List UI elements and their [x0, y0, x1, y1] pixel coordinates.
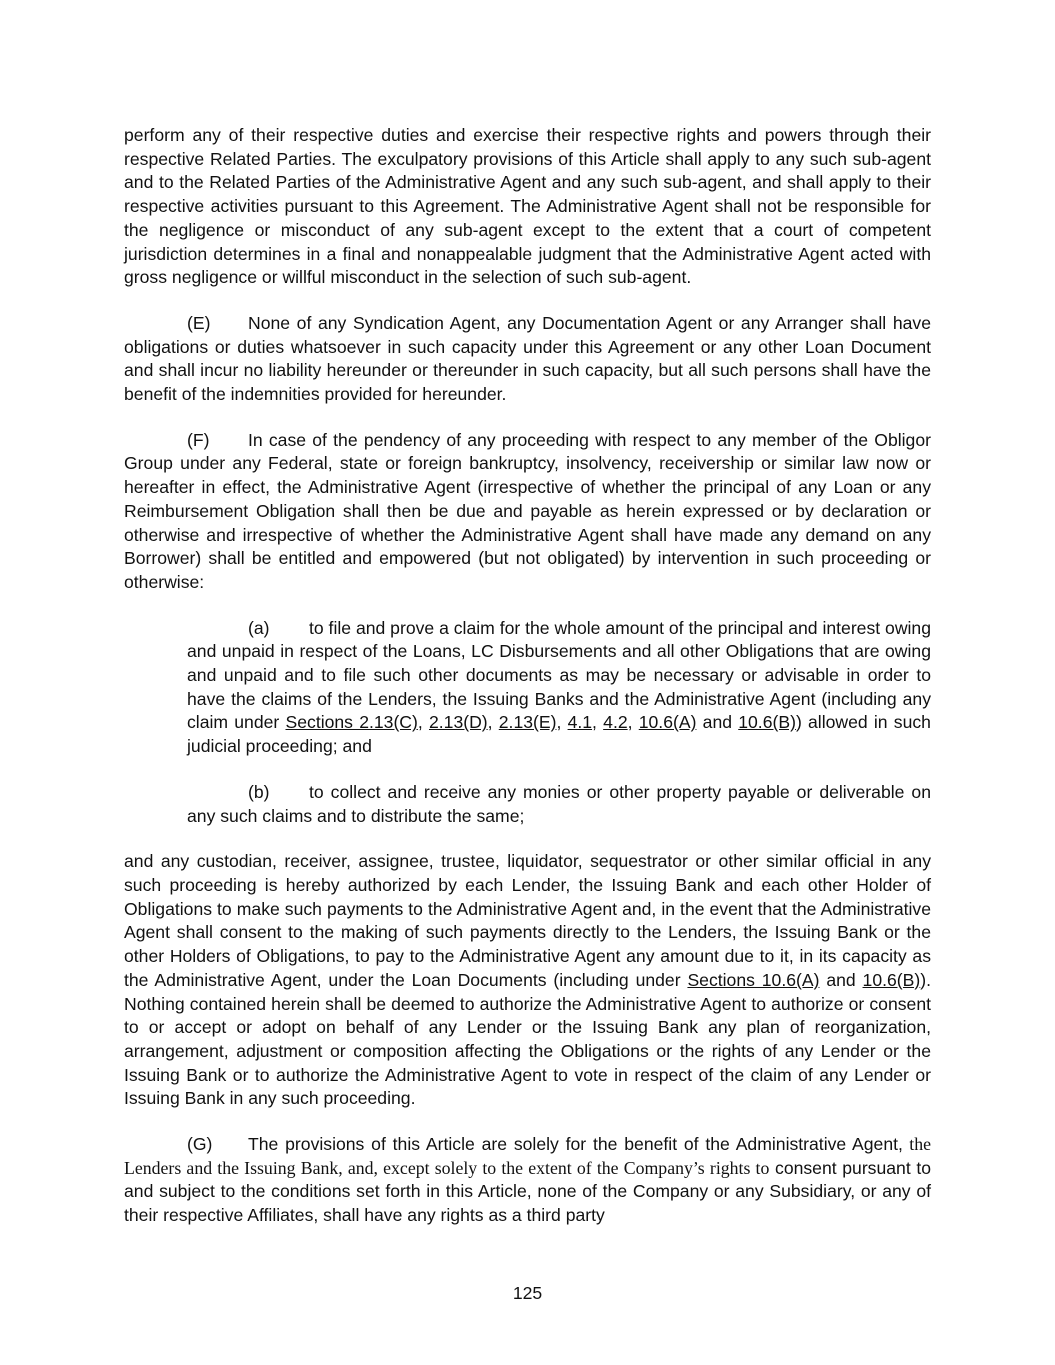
clause-a-label: (a)	[248, 617, 270, 638]
section-f-text: In case of the pendency of any proceeding with respect to any member of the Obligor Group under any Federal, state or foreign bankruptcy, insolvency, receivership or similar law now or hereafter in effect, the Administrative Agent (irrespective of whether the principal of any Loan or any Reimbursement Obligation shall then be due and payable as herein expressed or by declaration or otherwise and irrespective of whether the Administrative Agent shall have made any demand on any Borrower) shall be entitled and empowered (but not obligated) by intervention in such proceeding or otherwise:	[124, 429, 931, 592]
section-ref-4-2: 4.2	[603, 712, 628, 733]
separator: ,	[487, 712, 499, 733]
section-ref-2-13-e: 2.13(E)	[498, 712, 557, 733]
separator: ,	[627, 712, 639, 733]
section-ref-10-6-a: Sections 10.6(A)	[687, 969, 820, 990]
clause-b-paragraph	[187, 781, 931, 828]
section-e-text: None of any Syndication Agent, any Documentation Agent or any Arranger shall have obligations or duties whatsoever in such capacity under this Agreement or any other Loan Document and shall incur no liability hereunder or thereunder in such capacity, but all such persons shall have the benefit of the indemnities provided for hereunder.	[124, 312, 931, 405]
closing-text-end: ). Nothing contained herein shall be deemed to authorize the Administrative Agent to authorize or consent to or accept or adopt on behalf of any Lender or the Issuing Bank any plan of reorganization, arrangement, adjustment or composition affecting the Obligations or the rights of any Lender or the Issuing Bank or to authorize the Administrative Agent to vote in respect of the claim of any Lender or Issuing Bank in any such proceeding.	[124, 969, 931, 1109]
clause-a-paragraph	[187, 617, 931, 759]
section-f-paragraph	[124, 429, 931, 595]
clause-b-text: to collect and receive any monies or other property payable or deliverable on any such claims and to distribute the same;	[187, 781, 931, 826]
clause-a-text: to file and prove a claim for the whole amount of the principal and interest owing and unpaid in respect of the Loans, LC Disbursements and all other Obligations that are owing and unpaid and to file such other documents as may be necessary or advisable in order to have the claims of the Lenders, the Issuing Banks and the Administrative Agent (including any claim under	[187, 617, 932, 733]
intro-paragraph: perform any of their respective duties and exercise their respective rights and powers through their respective Related Parties. The exculpatory provisions of this Article shall apply to any such sub-agent and to the Related Parties of the Administrative Agent and any such sub-agent, and shall apply to their respective activities pursuant to this Agreement. The Administrative Agent shall not be responsible for the negligence or misconduct of any sub-agent except to the extent that a court of competent jurisdiction determines in a final and nonappealable judgment that the Administrative Agent acted with gross negligence or willful misconduct in the selection of such sub-agent.	[124, 125, 931, 288]
section-ref-2-13-d: 2.13(D)	[428, 712, 488, 733]
section-g-paragraph	[124, 1133, 931, 1228]
clause-b-label: (b)	[248, 781, 270, 802]
section-ref-10-6-b: 10.6(B)	[862, 969, 921, 990]
section-ref-10-6-b: 10.6(B)	[738, 712, 796, 733]
section-g-text-serif: the Lenders and the Issuing Bank, and, except solely to the extent of the Company’s rights to	[124, 1134, 932, 1178]
separator: and	[819, 969, 863, 990]
separator: and	[696, 712, 739, 733]
page-number: 125	[512, 1283, 543, 1303]
closing-text: and any custodian, receiver, assignee, trustee, liquidator, sequestrator or other similar official in any such proceeding is hereby authorized by each Lender, the Issuing Bank and each other Holder of Obligations to make such payments to the Administrative Agent and, in the event that the Administrative Agent shall consent to the making of such payments directly to the Lenders, the Issuing Bank or the other Holders of Obligations, to pay to the Administrative Agent any amount due to it, in its capacity as the Administrative Agent, under the Loan Documents (including under	[124, 851, 931, 990]
separator: ,	[556, 712, 568, 733]
closing-paragraph	[124, 850, 931, 1111]
clause-a-text-end: ) allowed in such judicial proceeding; and	[187, 712, 931, 757]
separator: ,	[417, 712, 429, 733]
section-ref-2-13-c: Sections 2.13(C)	[285, 712, 418, 733]
section-e-label: (E)	[187, 312, 211, 333]
section-e-paragraph	[124, 312, 931, 407]
section-g-text: The provisions of this Article are solely for the benefit of the Administrative Agent,	[248, 1134, 903, 1155]
section-ref-10-6-a: 10.6(A)	[638, 712, 697, 733]
section-ref-4-1: 4.1	[567, 712, 593, 733]
section-g-text-end: consent pursuant to and subject to the conditions set forth in this Article, none of the Company or any Subsidiary, or any of their respective Affiliates, shall have any rights as a third party	[124, 1157, 931, 1226]
section-g-label: (G)	[187, 1134, 213, 1155]
document-body	[124, 124, 931, 1250]
section-f-label: (F)	[187, 429, 210, 450]
separator: ,	[592, 712, 604, 733]
